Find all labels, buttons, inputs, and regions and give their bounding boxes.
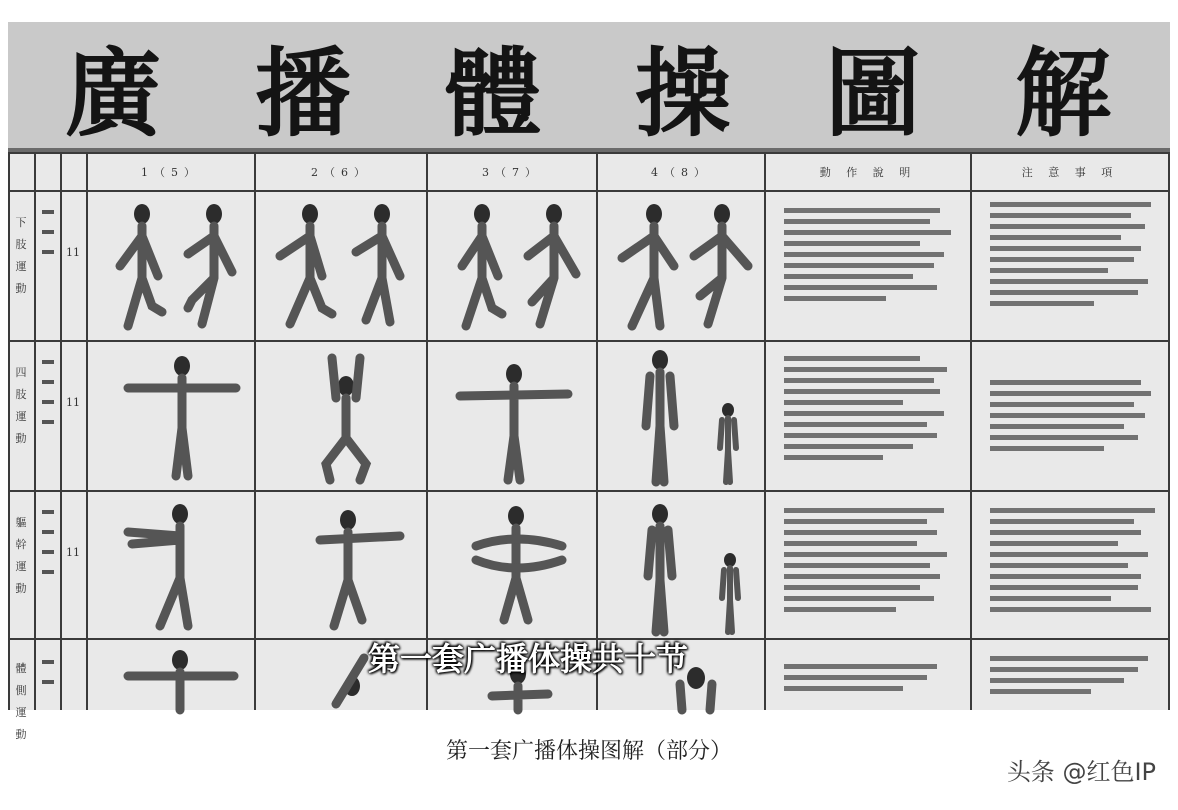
column-header: 動 作 說 明 xyxy=(819,166,917,179)
exercise-figure-row1-col4 xyxy=(602,196,764,336)
exercise-poster xyxy=(8,22,1170,741)
notes-block xyxy=(990,380,1158,457)
notes-block xyxy=(990,656,1158,700)
instruction-table xyxy=(8,152,1170,741)
exercise-figure-row1-col1 xyxy=(92,196,254,336)
exercise-figure-row3-col1 xyxy=(92,496,254,636)
title-char: 播 xyxy=(255,36,351,150)
notes-block xyxy=(990,508,1158,618)
row-count: 11 xyxy=(66,396,80,409)
row-label-marks xyxy=(38,200,58,700)
column-header: 1（5） xyxy=(141,166,201,179)
action-description-block xyxy=(784,664,954,697)
title-char: 操 xyxy=(635,36,731,150)
poster-title xyxy=(38,28,1138,150)
title-band xyxy=(8,22,1170,152)
title-char: 體 xyxy=(445,36,541,150)
action-description-block xyxy=(784,508,954,618)
overlay-subtitle: 第一套广播体操共十节 xyxy=(368,640,689,678)
column-header: 3（7） xyxy=(482,166,542,179)
column-header: 注 意 事 項 xyxy=(1021,166,1119,179)
exercise-figure-row2-col3 xyxy=(432,346,594,486)
exercise-figure-row2-col1 xyxy=(92,346,254,486)
exercise-figure-row3-col2 xyxy=(260,496,422,636)
row-label: 軀幹運動 xyxy=(15,516,27,595)
exercise-figure-row2-col4 xyxy=(602,346,764,486)
exercise-figure-row3-col4 xyxy=(602,496,764,636)
image-caption: 第一套广播体操图解（部分） xyxy=(445,739,732,764)
exercise-figure-row2-col2 xyxy=(260,346,422,486)
exercise-figure-row1-col2 xyxy=(260,196,422,336)
notes-block xyxy=(990,202,1158,312)
row-label: 四肢運動 xyxy=(15,366,27,445)
column-header: 4（8） xyxy=(651,166,711,179)
exercise-figure-row3-col3 xyxy=(432,496,594,636)
action-description-block xyxy=(784,356,954,466)
action-description-block xyxy=(784,208,954,307)
title-char: 圖 xyxy=(825,36,921,150)
row-count: 11 xyxy=(66,546,80,559)
title-char: 解 xyxy=(1015,36,1111,150)
row-count: 11 xyxy=(66,246,80,259)
title-char: 廣 xyxy=(65,36,161,150)
source-watermark: 头条 @红色IP xyxy=(1006,758,1156,786)
exercise-figure-row1-col3 xyxy=(432,196,594,336)
row-label: 體側運動 xyxy=(15,662,27,741)
row-label: 下肢運動 xyxy=(15,216,27,295)
column-header: 2（6） xyxy=(311,166,371,179)
exercise-figure-row4-col1 xyxy=(92,644,254,710)
